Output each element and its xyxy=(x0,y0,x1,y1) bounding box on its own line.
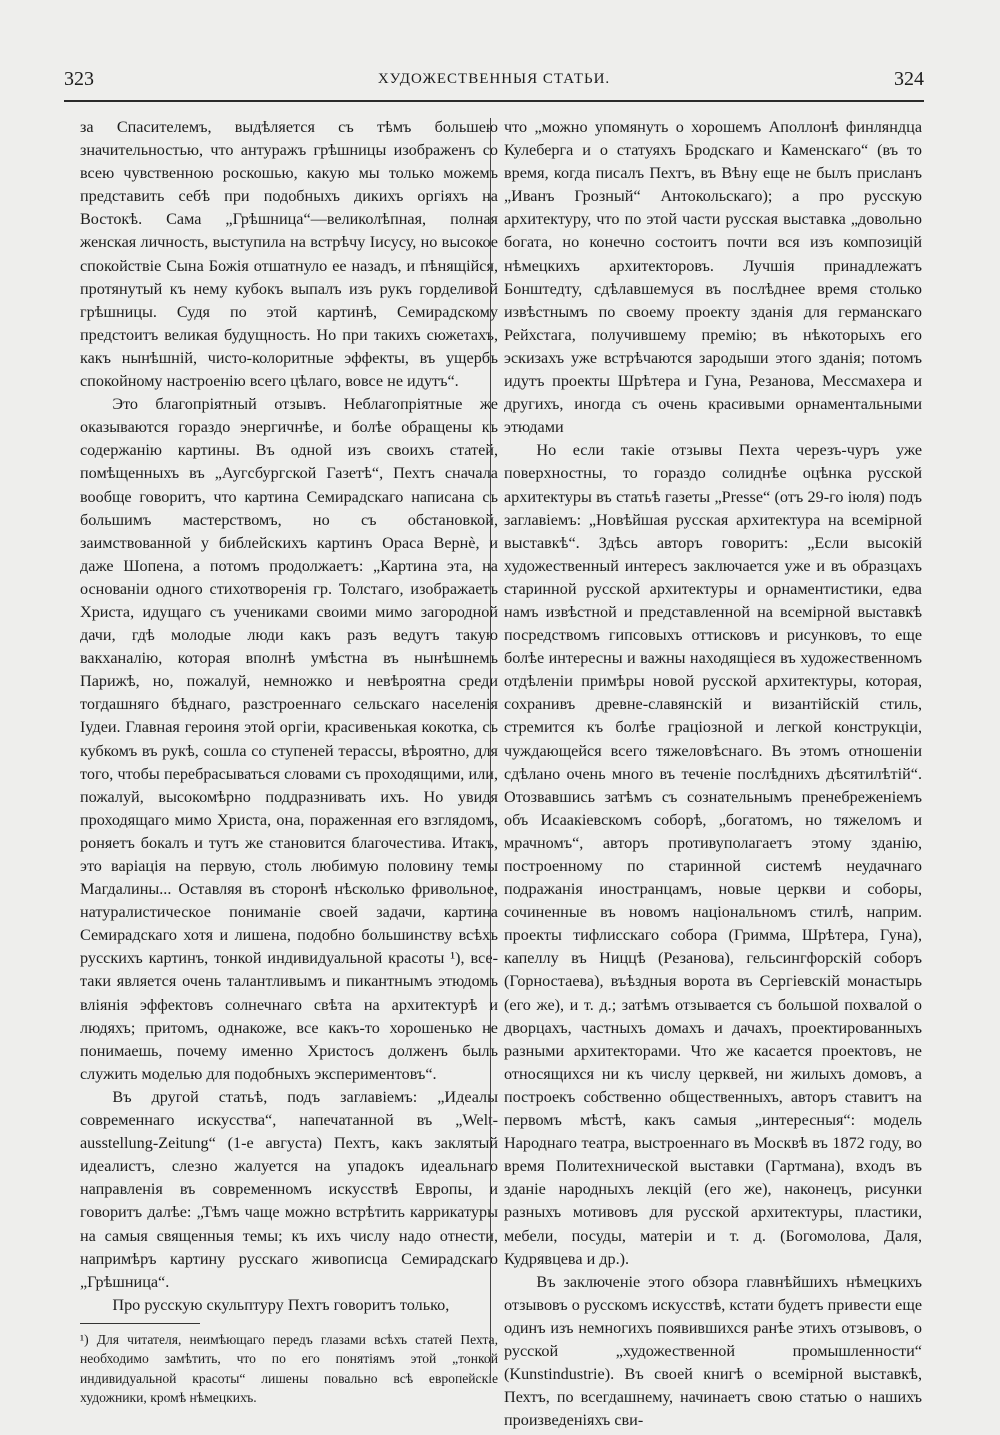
left-paragraph-4: Про русскую скульптуру Пехтъ говоритъ только, xyxy=(112,1295,450,1314)
page-number-left: 323 xyxy=(64,68,94,90)
right-paragraph-1: что „можно упомянуть о хорошемъ Аполлонѣ финляндца Кулеберга и о статуяхъ Бродскаго и Каменскаго“ (въ то время, когда писалъ Пехтъ, въ Вѣну еще не былъ присланъ „Иванъ Грозный“ Антокольскаго); а про русскую архитектуру, что по этой части русская выставка „довольно богата, но конечно состоитъ почти вся изъ композицій нѣмецкихъ архитекторовъ. Лучшія принадлежатъ Бонштедту, сдѣлавшемуся въ послѣднее время столько извѣстнымъ по своему проекту зданія для германскаго Рейхстага, получившему премію; въ нѣкоторыхъ его эскизахъ уже встрѣчаются зародыши этого зданія; потомъ идутъ проекты Шрѣтера и Гуна, Резанова, Мессмахера и другихъ, иногда съ очень красивыми орнаментальными этюдами xyxy=(504,118,922,437)
running-title: ХУДОЖЕСТВЕННЫЯ СТАТЬИ. xyxy=(377,71,611,87)
column-divider xyxy=(490,118,491,1380)
left-paragraph-2: Это благопріятный отзывъ. Неблагопріятные же оказываются гораздо энергичнѣе, и болѣе обращены къ содержанію картины. Въ одной изъ своихъ статей, помѣщенныхъ въ „Аугсбургской Газетѣ“, Пехтъ сначала вообще говоритъ, что картина Семирадскаго написана съ большимъ мастерствомъ, но съ обстановкой, заимствованной у библейскихъ картинъ Ораса Вернѐ, и даже Шопена, а потомъ продолжаетъ: „Картина эта, на основаніи одного стихотворенія гр. Толстаго, изображаетъ Христа, идущаго съ учениками своими мимо загородной дачи, гдѣ молодые люди какъ разъ ведутъ такую вакханалію, которая вполнѣ умѣстна въ нынѣшнемъ Парижѣ, но, пожалуй, немножко и невѣроятна среди тогдашняго бѣднаго, разстроеннаго сельскаго населенія Іудеи. Главная героиня этой оргіи, красивенькая кокотка, съ кубкомъ въ рукѣ, сошла со ступеней терассы, вѣроятно, для того, чтобы перебрасываться словами съ проходящими, или, пожалуй, высокомѣрно поддразнивать ихъ. Но увидя проходящаго мимо Христа, она, пораженная его взглядомъ, роняетъ бокалъ и тутъ же становится благочестива. Итакъ, это варіація на первую, столь любимую половину темы Магдалины... Оставляя въ сторонѣ нѣсколько фривольное, натуралистическое пониманіе своей задачи, картина Семирадскаго хотя и лишена, подобно большинству всѣхъ русскихъ картинъ, тонкой индивидуальной красоты ¹), все-таки является очень талантливымъ и пикантнымъ этюдомъ вліянія эффектовъ солнечнаго свѣта на архитектурѣ и людяхъ; притомъ, однакоже, все какъ-то хорошенько не понимаешь, почему именно Христосъ долженъ былъ служить моделью для подобныхъ экспериментовъ“. xyxy=(80,395,498,1083)
left-paragraph-1: за Спасителемъ, выдѣляется съ тѣмъ большею значительностью, что антуражъ грѣшницы изображенъ со всею чувственною роскошью, какую мы только можемъ представить себѣ при подобныхъ дикихъ оргіяхъ на Востокѣ. Сама „Грѣшница“—великолѣпная, полная женская личность, выступила на встрѣчу Іисусу, но высокое спокойствіе Сына Божія отшатнуло ее назадъ, и пѣнящійся, протянутый къ нему кубокъ выпалъ изъ рукъ гордeливой грѣшницы. Судя по этой картинѣ, Семирадскому предстоитъ великая будущность. Но при такихъ сюжетахъ, какъ нынѣшній, чисто-колоритные эффекты, въ ущербъ спокойному настроенію всего цѣлаго, вовсе не идутъ“. xyxy=(80,118,498,391)
right-paragraph-2: Но если такіе отзывы Пехта черезъ-чуръ уже поверхностны, то гораздо солиднѣе оцѣнка русской архитектуры въ статьѣ газеты „Presse“ (отъ 29-го іюля) подъ заглавіемъ: „Новѣйшая русская архитектура на всемірной выставкѣ“. Здѣсь авторъ говоритъ: „Если высокій художественный интересъ заключается уже и въ образцахъ старинной русской архитектуры и орнаментистики, едва намъ извѣстной и представленной на всемірной выставкѣ посредствомъ гипсовыхъ оттисковъ и рисунковъ, то еще болѣе интересны и важны находящіеся въ художественномъ отдѣленіи примѣры новой русской архитектуры, которая, сохранивъ древне-славянскій и византійскій стиль, стремится къ болѣе граціозной и легкой конструкціи, чуждающейся всего тяжеловѣснаго. Въ этомъ отношеніи сдѣлано очень много въ теченіе послѣднихъ дѣсятилѣтій“. Отозвавшись затѣмъ съ сознательнымъ пренебреженіемъ объ Исаакіевскомъ соборѣ, „богатомъ, но тяжеломъ и мрачномъ“, авторъ противуполагаетъ этому зданію, построенному по старинной системѣ неудачнаго подражанія иностранцамъ, новые церкви и соборы, сочиненные въ новомъ національномъ стилѣ, наприм. проекты тифлисскаго собора (Гримма, Шрѣтера, Гуна), капеллу въ Ниццѣ (Резанова), гельсингфорскій соборъ (Горностаева), въѣздныя ворота въ Сергіевскій монастырь (его же), и т. д.; затѣмъ отзывается съ большой похвалой о дворцахъ, частныхъ домахъ и дачахъ, проектированныхъ разными архитекторами. Что же касается проектовъ, не относящихся ни къ числу церквей, ни жилыхъ домовъ, а построекъ собственно общественныхъ, авторъ ставитъ на первомъ мѣстѣ, какъ самыя „интересныя“: модель Народнаго театра, выстроеннаго въ Москвѣ въ 1872 году, во время Политехнической выставки (Гартмана), входъ въ зданіе народныхъ лекцій (его же), наконецъ, рисунки разныхъ мотивовъ для русской архитектуры, пластики, мебели, посуды, матеріи и т. д. (Богомолова, Даля, Кудрявцева и др.). xyxy=(504,441,922,1268)
right-column xyxy=(504,116,922,1432)
left-column xyxy=(80,116,498,1408)
footnote-rule xyxy=(80,1323,200,1324)
page-number-right: 324 xyxy=(894,68,924,90)
footnote: ¹) Для читателя, неимѣющаго передъ глазами всѣхъ статей Пехта, необходимо замѣтить, что по его понятіямъ этой „тонкой индивидуальной красоты“ лишены повально всѣ европейскіе художники, кромѣ нѣмецкихъ. xyxy=(80,1331,498,1406)
header-rule xyxy=(64,100,924,102)
page-header xyxy=(64,68,924,96)
left-paragraph-3: Въ другой статьѣ, подъ заглавіемъ: „Идеалы современнаго искусства“, напечатанной въ „Welt-ausstellung-Zeitung“ (1-е августа) Пехтъ, какъ заклятый идеалистъ, слезно жалуется на упадокъ идеальнаго направленія въ современномъ искусствѣ Европы, и говоритъ далѣе: „Тѣмъ чаще можно встрѣтить каррикатуры на самыя священныя темы; къ ихъ числу надо отнести, напримѣръ картину русскаго живописца Семирадскаго „Грѣшница“. xyxy=(80,1087,498,1291)
right-paragraph-3: Въ заключеніе этого обзора главнѣйшихъ нѣмецкихъ отзывовъ о русскомъ искусствѣ, кстати будетъ привести еще одинъ изъ немногихъ появившихся ранѣе этихъ отзывовъ, о русской „художественной промышленности“ (Kunstindustrie). Въ своей книгѣ о всемірной выставкѣ, Пехтъ, по всегдашнему, начинаетъ свою статью о нашихъ произведеніяхъ сви- xyxy=(504,1272,922,1430)
